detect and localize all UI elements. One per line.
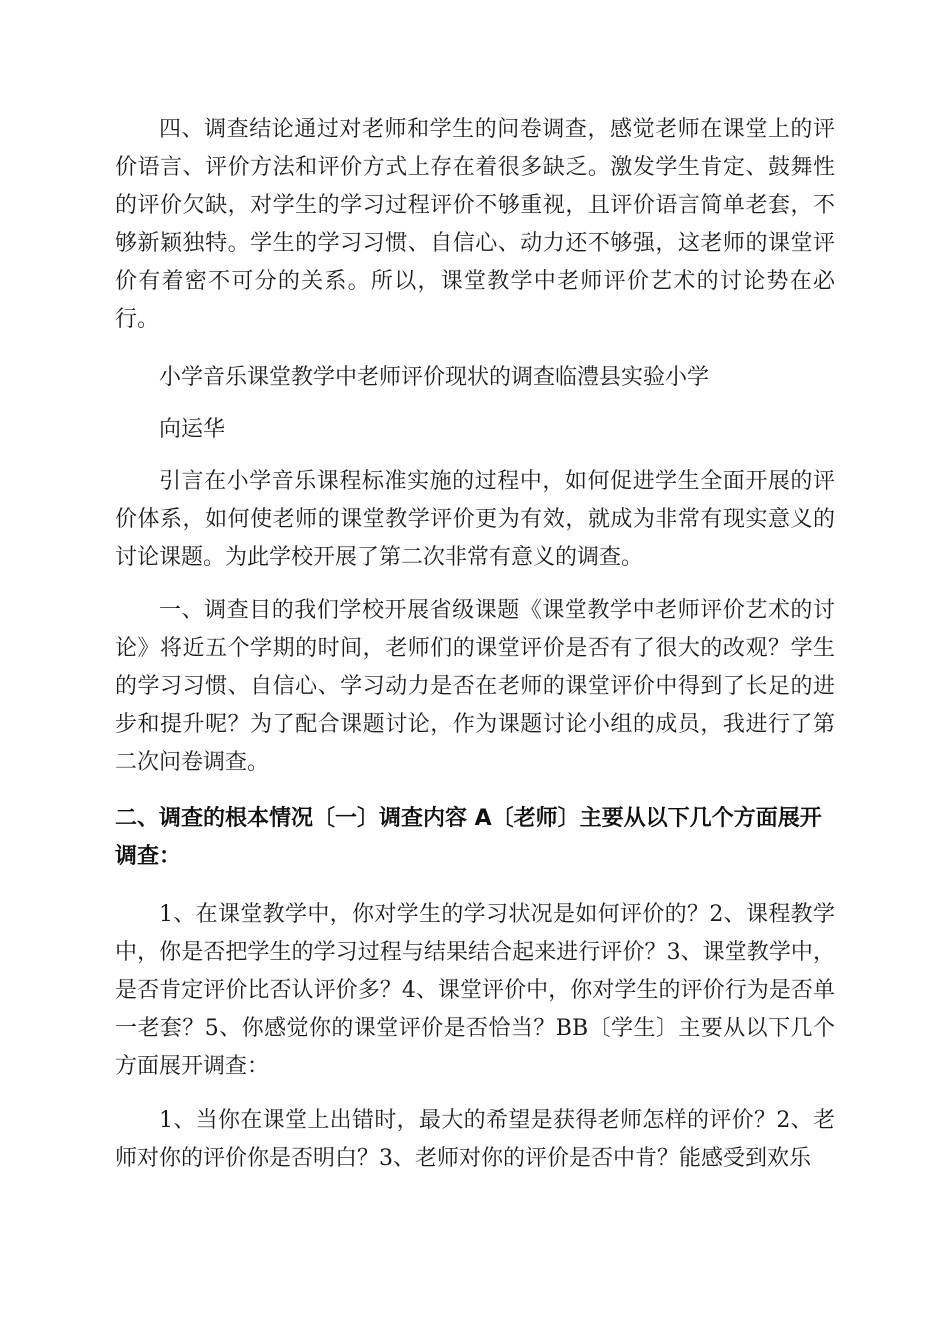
paragraph-author: 向运华 <box>159 417 226 442</box>
section-heading: 二、调查的根本情况〔一〕调查内容 A〔老师〕主要从以下几个方面展开调查： <box>115 806 822 869</box>
paragraph-teacher-questions: 1、在课堂教学中，你对学生的学习状况是如何评价的？2、课程教学中，你是否把学生的学习过程与结果结合起来进行评价？3、课堂教学中，是否肯定评价比否认评价多？4、课堂评价中，你对学生的评价行为是否单一老套？5、你感觉你的课堂评价是否恰当？BB〔学生〕主要从以下几个方面展开调查： <box>115 902 835 1079</box>
paragraph-student-questions: 1、当你在课堂上出错时，最大的希望是获得老师怎样的评价？2、老师对你的评价你是否明白？3、老师对你的评价是否中肯？能感受到欢乐 <box>115 1108 835 1171</box>
paragraph-conclusion: 四、调查结论通过对老师和学生的问卷调查，感觉老师在课堂上的评价语言、评价方法和评价方式上存在着很多缺乏。激发学生肯定、鼓舞性的评价欠缺，对学生的学习过程评价不够重视，且评价语言简单老套，不够新颖独特。学生的学习习惯、自信心、动力还不够强，这老师的课堂评价有着密不可分的关系。所以，课堂教学中老师评价艺术的讨论势在必行。 <box>115 117 835 332</box>
paragraph-title: 小学音乐课堂教学中老师评价现状的调查临澧县实验小学 <box>159 365 710 390</box>
paragraph-purpose: 一、调查目的我们学校开展省级课题《课堂教学中老师评价艺术的讨论》将近五个学期的时间，老师们的课堂评价是否有了很大的改观？学生的学习习惯、自信心、学习动力是否在老师的课堂评价中得到了长足的进步和提升呢？为了配合课题讨论，作为课题讨论小组的成员，我进行了第二次问卷调查。 <box>115 598 835 775</box>
paragraph-intro: 引言在小学音乐课程标准实施的过程中，如何促进学生全面开展的评价体系，如何使老师的课堂教学评价更为有效，就成为非常有现实意义的讨论课题。为此学校开展了第二次非常有意义的调查。 <box>115 469 835 570</box>
